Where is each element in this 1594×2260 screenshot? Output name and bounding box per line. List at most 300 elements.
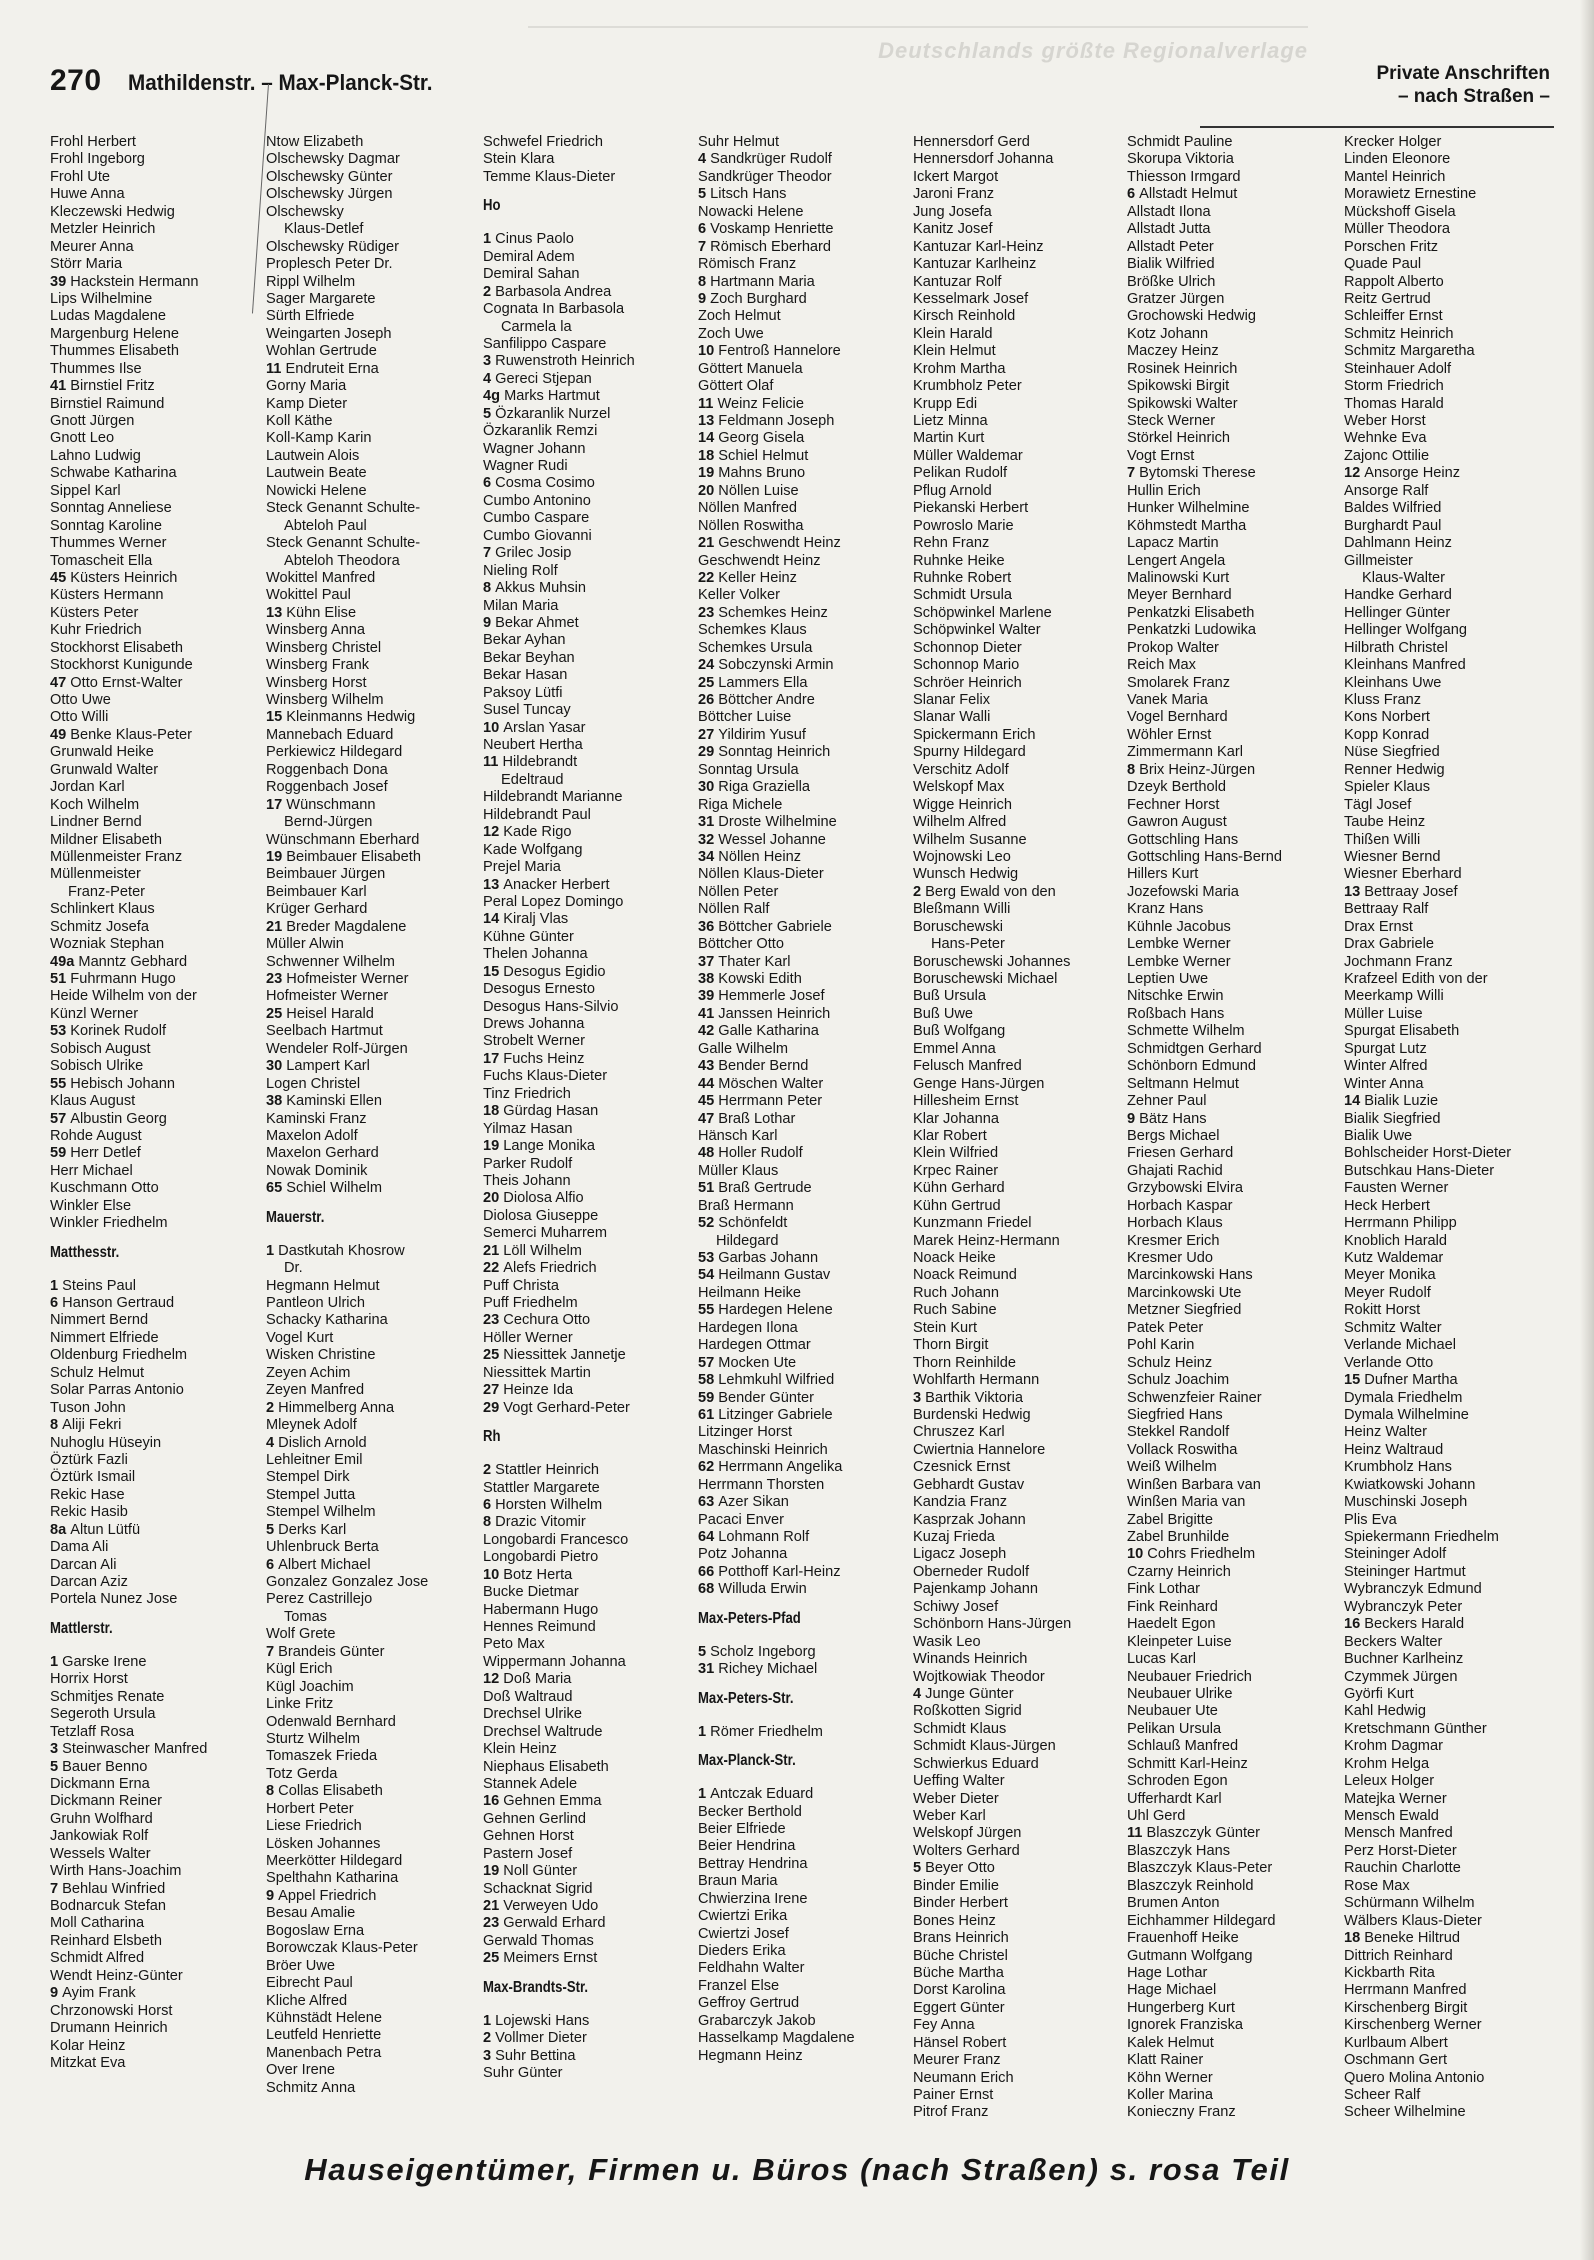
resident-entry: Jankowiak Rolf (50, 1828, 149, 1845)
house-number: 18 (483, 1103, 504, 1120)
resident-entry: Gutmann Wolfgang (1127, 1947, 1253, 1964)
resident-entry (483, 1671, 683, 1688)
resident-entry: Feldhahn Walter (698, 1960, 805, 1977)
resident-entry: Heinz Waltraud (1344, 1441, 1444, 1458)
resident-name: Akkus Muhsin (495, 580, 587, 597)
house-number: 9 (698, 290, 711, 307)
resident-entry: Müller Theodora (1344, 221, 1450, 238)
house-number: 59 (698, 1389, 719, 1406)
resident-entry: Horrix Horst (50, 1671, 128, 1688)
house-number: 8 (483, 1514, 496, 1531)
house-number: 3 (483, 353, 496, 370)
resident-entry: Brumen Anton (1127, 1895, 1220, 1912)
resident-name: Ayim Frank (62, 1985, 136, 2002)
house-number: 64 (698, 1529, 719, 1545)
resident-entry: Boruschewski Michael (913, 971, 1058, 987)
house-number: 15 (1344, 1372, 1365, 1389)
resident-entry: Kutz Waldemar (1344, 1250, 1444, 1266)
resident-entry: Blaszczyk Reinhold (1127, 1877, 1254, 1894)
resident-entry: Braun Maria (698, 1873, 778, 1890)
resident-entry (698, 988, 898, 1005)
resident-entry: Schemkes Ursula (698, 639, 813, 656)
resident-name: Bekar Ahmet (495, 614, 579, 631)
resident-name: Steinwascher Manfred (62, 1741, 208, 1758)
resident-entry: Wilhelm Susanne (913, 831, 1027, 848)
resident-entry: Schroden Egon (1127, 1773, 1228, 1790)
resident-entry (698, 1076, 898, 1093)
resident-entry: Klein Harald (913, 325, 993, 342)
resident-entry: Penkatzki Elisabeth (1127, 604, 1255, 621)
resident-entry: Milan Maria (483, 597, 559, 614)
resident-entry (698, 1023, 898, 1040)
resident-name: Alefs Friedrich (503, 1260, 597, 1277)
resident-name: Voskamp Henriette (710, 221, 834, 238)
resident-entry: Konieczny Franz (1127, 2104, 1236, 2121)
resident-entry: Gottschling Hans-Bernd (1127, 848, 1282, 865)
resident-name: Heinze Ida (503, 1382, 574, 1399)
resident-entry: Spurgat Elisabeth (1344, 1023, 1460, 1040)
house-number: 11 (698, 395, 718, 412)
resident-entry: Wojnowski Leo (913, 848, 1011, 865)
resident-entry: Frohl Ute (50, 168, 111, 185)
resident-entry: Friesen Gerhard (1127, 1145, 1234, 1162)
resident-entry (483, 824, 683, 841)
resident-entry: Nöllen Klaus-Dieter (698, 866, 824, 883)
house-number: 6 (698, 221, 711, 238)
resident-entry: Wisken Christine (266, 1347, 376, 1364)
resident-name: Kade Rigo (503, 824, 572, 841)
resident-name: Heilmann Gustav (718, 1267, 831, 1284)
resident-entry: Allstadt Peter (1127, 238, 1214, 255)
resident-entry (50, 1759, 250, 1776)
house-number: 1 (698, 1723, 711, 1740)
resident-entry: Noack Heike (913, 1250, 996, 1266)
resident-entry: Siegfried Hans (1127, 1406, 1223, 1423)
resident-name: Herrmann Peter (718, 1093, 823, 1110)
resident-entry: Drax Gabriele (1344, 936, 1435, 953)
resident-entry (698, 692, 898, 709)
house-number: 21 (698, 535, 719, 552)
resident-entry: Hegmann Heinz (698, 2047, 803, 2064)
resident-entry: Koller Marina (1127, 2087, 1213, 2103)
resident-entry: Sager Margarete (266, 290, 376, 307)
resident-entry: Beckers Walter (1344, 1633, 1443, 1650)
resident-entry: Herrmann Thorsten (698, 1476, 825, 1493)
resident-entry: Kranz Hans (1127, 901, 1204, 918)
resident-entry: Lahno Ludwig (50, 447, 141, 464)
resident-name: Wessel Johanne (718, 831, 826, 848)
resident-entry (698, 465, 898, 482)
resident-entry: Zoch Uwe (698, 325, 764, 342)
resident-entry: Kunzmann Friedel (913, 1215, 1032, 1232)
resident-entry: Stattler Margarete (483, 1479, 600, 1496)
house-number: 16 (483, 1793, 504, 1810)
house-number: 44 (698, 1075, 719, 1092)
resident-entry: Schmidt Klaus (913, 1720, 1007, 1737)
house-number: 8a (50, 1521, 71, 1538)
street-heading: Matthesstr. (50, 1243, 120, 1261)
resident-entry: Longobardi Pietro (483, 1549, 599, 1566)
resident-entry: Peral Lopez Domingo (483, 893, 624, 910)
resident-entry: Büche Christel (913, 1947, 1008, 1964)
resident-entry (50, 727, 250, 744)
resident-entry: Ickert Margot (913, 168, 999, 185)
resident-name: Herr Detlef (70, 1145, 141, 1162)
resident-entry: Gawron August (1127, 814, 1227, 831)
house-number: 2 (483, 2030, 496, 2047)
resident-entry: Horbert Peter (266, 1800, 354, 1817)
resident-name: Meimers Ernst (503, 1950, 598, 1967)
resident-entry: Zoch Helmut (698, 308, 781, 325)
resident-entry: Jung Josefa (913, 203, 992, 220)
resident-entry: Liese Friedrich (266, 1818, 362, 1835)
resident-entry: Welskopf Jürgen (913, 1825, 1022, 1842)
resident-entry: Darcan Aziz (50, 1574, 128, 1590)
resident-entry (483, 1190, 683, 1207)
resident-entry: Thummes Werner (50, 535, 167, 552)
resident-entry (483, 1915, 683, 1932)
resident-entry (698, 1006, 898, 1023)
resident-entry (698, 1093, 898, 1110)
resident-entry: Kühnstädt Helene (266, 2009, 383, 2026)
entry-continuation: Hildegard (716, 1232, 779, 1249)
resident-entry: Nitschke Erwin (1127, 988, 1224, 1005)
resident-entry (698, 727, 898, 744)
resident-entry: Kliche Alfred (266, 1992, 348, 2009)
resident-entry: Schacky Katharina (266, 1312, 388, 1329)
house-number: 61 (698, 1406, 719, 1423)
house-number: 30 (698, 779, 719, 796)
resident-entry: Wagner Johann (483, 440, 586, 457)
resident-name: Küsters Heinrich (70, 569, 178, 586)
resident-entry: Suhr Günter (483, 2065, 563, 2082)
resident-entry: Segeroth Ursula (50, 1706, 156, 1723)
resident-entry: Hardegen Ottmar (698, 1337, 811, 1354)
house-number: 7 (1127, 465, 1140, 482)
resident-entry: Czesnick Ernst (913, 1459, 1011, 1476)
resident-entry: Winßen Barbara van (1127, 1476, 1261, 1493)
resident-entry: Portela Nunez Jose (50, 1591, 178, 1608)
resident-entry: Thummes Elisabeth (50, 343, 179, 360)
house-number: 21 (266, 918, 287, 935)
resident-entry: Tomascheit Ella (50, 552, 153, 569)
resident-entry: Steininger Adolf (1344, 1546, 1447, 1563)
resident-entry: Hellinger Günter (1344, 604, 1451, 621)
resident-entry: Schmidt Pauline (1127, 134, 1233, 150)
resident-entry (698, 744, 898, 761)
resident-entry: Strobelt Werner (483, 1033, 585, 1050)
resident-entry: Schmette Wilhelm (1127, 1023, 1245, 1040)
resident-name: Keller Heinz (718, 569, 797, 586)
resident-entry: Bekar Ayhan (483, 632, 566, 649)
resident-entry: Ueffing Walter (913, 1773, 1005, 1790)
resident-entry: Frauenhoff Heike (1127, 1930, 1239, 1947)
house-number: 51 (50, 971, 71, 987)
resident-entry: Kretschmann Günther (1344, 1720, 1487, 1737)
resident-entry (483, 580, 683, 597)
resident-entry: Sobisch August (50, 1040, 151, 1057)
resident-entry: Schürmann Wilhelm (1344, 1895, 1475, 1912)
resident-entry: Franzel Else (698, 1977, 780, 1994)
resident-entry: Rehn Franz (913, 535, 990, 552)
resident-entry: Thorn Birgit (913, 1337, 989, 1354)
house-number: 49a (50, 953, 79, 970)
resident-entry: Allstadt Jutta (1127, 221, 1211, 238)
resident-entry (50, 971, 250, 988)
resident-entry: Steck Genannt Schulte- (266, 500, 421, 517)
resident-entry: Penkatzki Ludowika (1127, 622, 1256, 639)
resident-entry: Hasselkamp Magdalene (698, 2030, 855, 2047)
resident-entry: Jaroni Franz (913, 186, 995, 203)
resident-entry: Drumann Heinrich (50, 2020, 168, 2037)
resident-entry: Geffroy Gertrud (698, 1995, 800, 2012)
resident-entry: Schemkes Klaus (698, 622, 807, 639)
resident-entry (266, 797, 466, 814)
house-number: 8 (1127, 761, 1140, 778)
resident-entry: Smolarek Franz (1127, 674, 1230, 691)
resident-entry: Grabarczyk Jakob (698, 2012, 816, 2029)
resident-name: Niessittek Jannetje (503, 1347, 626, 1364)
resident-entry (483, 1103, 683, 1120)
resident-entry: Nimmert Elfriede (50, 1329, 159, 1346)
resident-name: Potthoff Karl-Heinz (718, 1563, 841, 1580)
resident-entry: Beier Elfriede (698, 1820, 786, 1837)
resident-entry: Zehner Paul (1127, 1093, 1207, 1110)
resident-entry: Schöpwinkel Marlene (913, 604, 1052, 621)
resident-name: Altun Lütfü (70, 1521, 141, 1538)
resident-entry: Puff Friedhelm (483, 1295, 578, 1311)
resident-entry: Bettraay Ralf (1344, 901, 1429, 918)
resident-entry: Kasprzak Johann (913, 1511, 1026, 1528)
resident-name: Fuhrmann Hugo (70, 971, 176, 987)
resident-entry: Krohm Helga (1344, 1755, 1430, 1772)
resident-entry: Ruch Sabine (913, 1302, 997, 1319)
house-number: 16 (1344, 1616, 1365, 1633)
resident-entry: Galle Wilhelm (698, 1040, 789, 1057)
resident-entry (1344, 1616, 1544, 1633)
house-number: 25 (266, 1005, 287, 1022)
resident-name: Weinz Felicie (717, 395, 804, 412)
resident-entry: Bergs Michael (1127, 1127, 1220, 1144)
resident-entry: Burdenski Hedwig (913, 1406, 1031, 1423)
resident-name: Nöllen Heinz (718, 848, 802, 865)
resident-entry: Reitz Gertrud (1344, 290, 1431, 307)
resident-entry: Hilbrath Christel (1344, 639, 1448, 656)
resident-entry: Wolf Grete (266, 1626, 336, 1643)
house-number: 8 (50, 1417, 63, 1434)
resident-entry: Schönborn Edmund (1127, 1058, 1256, 1075)
house-number: 3 (50, 1741, 63, 1758)
resident-entry: Buchner Karlheinz (1344, 1651, 1464, 1668)
resident-entry: Thomas Harald (1344, 395, 1444, 412)
resident-entry: Malinowski Kurt (1127, 569, 1230, 586)
resident-entry (483, 1312, 683, 1329)
resident-entry: Lindner Bernd (50, 814, 142, 831)
house-number: 27 (483, 1382, 504, 1399)
resident-entry: Kolar Heinz (50, 2037, 126, 2054)
resident-name: Möschen Walter (718, 1075, 824, 1092)
house-number: 66 (698, 1563, 719, 1580)
resident-entry: Köhmstedt Martha (1127, 517, 1247, 534)
resident-entry (483, 615, 683, 632)
resident-entry: Lips Wilhelmine (50, 290, 153, 307)
listing-column-4 (698, 134, 898, 2065)
resident-entry: Habermann Hugo (483, 1601, 599, 1618)
resident-entry: Grunwald Heike (50, 744, 154, 761)
resident-entry (698, 1215, 898, 1232)
resident-name: Cinus Paolo (495, 231, 574, 248)
resident-entry: Stempel Wilhelm (266, 1504, 376, 1521)
listing-column-3 (483, 134, 683, 2083)
resident-entry: Ghajati Rachid (1127, 1162, 1223, 1179)
resident-entry: Krafzeel Edith von der (1344, 971, 1488, 987)
resident-entry: Klar Robert (913, 1127, 987, 1144)
resident-entry (1344, 1093, 1544, 1110)
resident-entry (698, 1494, 898, 1511)
resident-name: Azer Sikan (718, 1494, 789, 1511)
resident-entry: Tuson John (50, 1399, 126, 1416)
resident-entry: Hardegen Ilona (698, 1319, 798, 1336)
resident-entry: Krumbholz Peter (913, 378, 1022, 395)
resident-entry: Krohm Dagmar (1344, 1738, 1443, 1755)
resident-entry: Hellinger Wolfgang (1344, 622, 1468, 639)
house-number: 2 (483, 1462, 496, 1479)
resident-entry: Heide Wilhelm von der (50, 988, 197, 1005)
resident-name: Beckers Harald (1364, 1616, 1465, 1633)
section-subtitle: – nach Straßen – (1397, 86, 1550, 107)
resident-name: Römisch Eberhard (710, 238, 832, 255)
resident-entry: Bleßmann Willi (913, 901, 1011, 918)
resident-entry (483, 1497, 683, 1514)
resident-name: Cohrs Friedhelm (1147, 1546, 1256, 1563)
resident-entry: Logen Christel (266, 1075, 361, 1092)
resident-name: Ansorge Heinz (1364, 465, 1461, 482)
resident-entry (50, 1023, 250, 1040)
resident-entry: Pflug Arnold (913, 482, 992, 499)
resident-entry (483, 545, 683, 562)
house-number: 22 (698, 569, 719, 586)
resident-entry: Wirth Hans-Joachim (50, 1863, 182, 1880)
resident-entry: Stempel Jutta (266, 1486, 356, 1503)
resident-name: Gerwald Erhard (503, 1915, 606, 1932)
resident-entry: Thorn Reinhilde (913, 1354, 1017, 1371)
resident-entry: Meurer Franz (913, 2052, 1001, 2069)
resident-name: Hackstein Hermann (70, 273, 199, 290)
resident-entry: Klein Heinz (483, 1741, 557, 1758)
resident-name: Droste Wilhelmine (718, 814, 837, 831)
resident-entry: Kleinpeter Luise (1127, 1633, 1232, 1650)
resident-entry: Bettray Hendrina (698, 1855, 808, 1872)
resident-entry: Dieders Erika (698, 1943, 786, 1959)
resident-entry (698, 1581, 898, 1598)
resident-entry: Rekic Hasib (50, 1504, 128, 1521)
resident-entry: Kuschmann Otto (50, 1180, 159, 1197)
resident-entry: Steinhauer Adolf (1344, 360, 1452, 377)
resident-entry (698, 448, 898, 465)
house-number: 10 (483, 719, 504, 736)
house-number: 43 (698, 1058, 719, 1075)
resident-entry: Meerkötter Hildegard (266, 1853, 403, 1869)
resident-entry: Sürth Elfriede (266, 308, 355, 325)
resident-entry: Brößke Ulrich (1127, 273, 1216, 290)
resident-entry (483, 371, 683, 388)
house-number: 7 (50, 1880, 63, 1897)
house-number: 23 (698, 604, 719, 621)
house-number: 52 (698, 1215, 719, 1232)
resident-entry: Störr Maria (50, 256, 123, 273)
resident-name: Richey Michael (718, 1661, 818, 1678)
resident-entry: Fechner Horst (1127, 796, 1220, 813)
house-number: 4 (913, 1685, 926, 1702)
resident-entry: Noack Reimund (913, 1267, 1017, 1284)
resident-entry: Vogel Bernhard (1127, 709, 1228, 726)
resident-entry: Huwe Anna (50, 186, 125, 203)
resident-entry (266, 849, 466, 866)
resident-entry: Roßkotten Sigrid (913, 1703, 1022, 1720)
resident-name: Ruwenstroth Heinrich (495, 353, 635, 370)
house-number: 1 (483, 2012, 496, 2029)
resident-name: Özkaranlik Nurzel (495, 405, 611, 422)
resident-entry: Cumbo Giovanni (483, 527, 592, 544)
resident-entry: Hildebrandt Marianne (483, 789, 623, 806)
resident-entry: Verlande Otto (1344, 1354, 1434, 1371)
house-number: 19 (483, 1138, 504, 1155)
resident-entry: Wehnke Eva (1344, 430, 1427, 447)
resident-entry: Bialik Siegfried (1344, 1110, 1441, 1127)
resident-entry: Schulz Helmut (50, 1364, 145, 1381)
resident-entry (483, 1793, 683, 1810)
resident-entry (50, 954, 250, 971)
resident-entry: Gottschling Hans (1127, 831, 1239, 848)
resident-entry: Lietz Minna (913, 413, 988, 429)
resident-entry: Grzybowski Elvira (1127, 1180, 1243, 1197)
resident-entry: Bucke Dietmar (483, 1584, 579, 1601)
section-header (1376, 62, 1550, 108)
resident-entry (266, 1006, 466, 1023)
resident-name: Sobczynski Armin (718, 657, 834, 674)
resident-entry: Cumbo Caspare (483, 510, 590, 527)
resident-name: Braß Gertrude (718, 1180, 812, 1197)
resident-entry: Chruszez Karl (913, 1424, 1005, 1441)
resident-name: Willuda Erwin (718, 1581, 807, 1598)
resident-entry (266, 1644, 466, 1661)
resident-entry (698, 396, 898, 413)
resident-entry (698, 1459, 898, 1476)
house-number: 22 (483, 1260, 504, 1277)
house-number: 20 (483, 1190, 504, 1207)
house-number: 14 (483, 911, 504, 928)
resident-entry: Linke Fritz (266, 1696, 334, 1713)
resident-entry (50, 1654, 250, 1671)
resident-name: Grilec Josip (495, 545, 572, 562)
resident-entry (483, 1051, 683, 1068)
resident-name: Vogt Gerhard-Peter (503, 1399, 630, 1416)
resident-name: Hildebrandt (502, 754, 578, 771)
resident-entry (698, 239, 898, 256)
resident-entry: Pastern Josef (483, 1845, 573, 1862)
resident-entry: Over Irene (266, 2062, 335, 2079)
resident-name: Himmelberg Anna (278, 1399, 395, 1416)
resident-entry: Boruschewski Johannes (913, 953, 1071, 970)
resident-entry: Quade Paul (1344, 256, 1422, 273)
resident-entry: Cwiertnia Hannelore (913, 1441, 1046, 1458)
resident-entry: Keller Volker (698, 587, 780, 604)
resident-entry (266, 1435, 466, 1452)
house-number: 11 (266, 360, 286, 377)
resident-entry: Schwefel Friedrich (483, 134, 604, 150)
resident-entry: Perez Castrillejo (266, 1591, 373, 1608)
resident-entry (698, 570, 898, 587)
